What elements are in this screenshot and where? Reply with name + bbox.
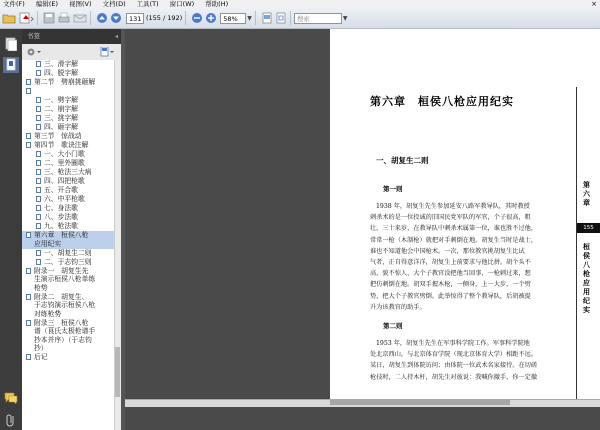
bookmark-item[interactable] (22, 168, 114, 177)
bookmark-label: 七、身法歌 (44, 204, 78, 212)
close-pane-icon[interactable]: ◂ (114, 33, 118, 40)
bookmark-page-icon (36, 97, 41, 103)
bookmark-page-icon (36, 169, 41, 175)
bookmark-label: 三、枪法三大病 (44, 168, 92, 176)
paragraph-line: 把仿刺倒在地。胡双手握木枪，一侧身，上一大步，一个劈 (370, 281, 531, 289)
page-count-label: (155 / 192) (146, 14, 183, 22)
bookmark-page-icon (36, 259, 41, 265)
bookmark-page-icon (36, 115, 41, 121)
bookmark-item[interactable] (22, 258, 114, 267)
bookmark-label: 四、四把枪歌 (44, 177, 85, 185)
bookmark-item[interactable] (22, 141, 114, 150)
pages-panel-icon[interactable] (5, 37, 17, 53)
comments-panel-icon[interactable] (4, 392, 18, 406)
bookmark-page-icon (26, 294, 31, 300)
bookmark-label: 三、挑字解 (44, 114, 78, 122)
bookmark-item[interactable] (22, 114, 114, 123)
paragraph-line: 某日，胡复生到体院访问；由体院一位武术名家接待。在切磋 (370, 362, 538, 370)
bookmark-page-icon (26, 268, 31, 274)
fit-page-icon[interactable] (275, 11, 287, 25)
margin-rule (576, 87, 577, 399)
paragraph-line: 处北京西山，与北京体育学院（现北京体育大学）相距不远。 (370, 351, 538, 359)
bookmark-page-icon (36, 250, 41, 256)
bookmark-item[interactable] (22, 123, 114, 132)
menu-tools[interactable]: 工具(T) (136, 0, 159, 8)
menu-help[interactable]: 帮助(H) (205, 0, 229, 8)
print-icon[interactable] (57, 11, 71, 25)
bookmark-item[interactable] (22, 96, 114, 105)
create-pdf-icon[interactable] (18, 11, 34, 25)
bookmark-label: 八、步法歌 (44, 213, 78, 221)
bookmark-label: 一、胡复生二则 (44, 248, 92, 257)
bookmark-label: 第二节 劈崩挑砸解 (34, 78, 96, 86)
menu-window[interactable]: 窗口(W) (169, 0, 195, 8)
bookmark-page-icon (36, 187, 41, 193)
bookmarks-panel-icon[interactable] (3, 57, 19, 73)
paragraph-line: 谁也不知道他会中国枪术。一次，那位教官挑胡复生比试 (370, 247, 525, 255)
bookmark-item[interactable] (22, 353, 114, 362)
save-icon[interactable] (43, 11, 55, 25)
bookmark-item[interactable] (22, 213, 114, 222)
bookmark-page-icon (36, 196, 41, 202)
menu-view[interactable]: 视图(V) (69, 0, 92, 8)
bookmarks-toolbar (22, 44, 121, 61)
bookmarks-pane (22, 29, 121, 430)
bookmark-label: 一、劈字解 (44, 96, 78, 104)
bookmark-item[interactable] (22, 105, 114, 114)
bookmark-item[interactable] (22, 222, 114, 231)
paragraph-line: 刺杀术的是一位投诚的旧国民党军队的军官，个子很高，粗 (370, 214, 531, 222)
bookmark-page-icon (26, 232, 31, 238)
bookmark-page-icon (26, 133, 31, 139)
document-page (330, 29, 600, 399)
menu-file[interactable]: 文件(F) (3, 0, 25, 8)
bookmark-label: 五、开合歌 (44, 186, 78, 194)
zoom-in-icon[interactable] (205, 11, 217, 25)
document-background (125, 407, 600, 430)
bookmark-page-icon (36, 223, 41, 229)
close-document-button[interactable]: × (591, 0, 597, 8)
bookmarks-title: 书签 (27, 32, 40, 40)
bookmark-list (22, 60, 114, 430)
horizontal-scroll-thumb[interactable] (330, 400, 510, 405)
menu-document[interactable]: 文档(D) (102, 0, 126, 8)
bookmark-label: 三、滑字解 (44, 60, 78, 68)
bookmark-label: 六、中平枪歌 (44, 195, 85, 203)
bookmark-item[interactable] (22, 177, 114, 186)
bookmarks-scroll-thumb[interactable] (115, 347, 120, 397)
bookmark-item[interactable] (22, 249, 114, 258)
bookmark-page-icon (36, 151, 41, 157)
bookmark-item[interactable] (22, 204, 114, 213)
bookmark-label: 一、大小门歌 (44, 150, 85, 158)
bookmark-page-icon (36, 178, 41, 184)
bookmarks-header (22, 29, 121, 44)
bookmark-item[interactable] (22, 132, 114, 141)
running-head-chapter: 第六章 (583, 181, 590, 207)
fit-width-icon[interactable] (261, 11, 273, 25)
bookmark-page-icon (36, 160, 41, 166)
bookmark-page-icon (36, 70, 41, 76)
bookmark-item[interactable] (22, 159, 114, 168)
running-head-title: 桓侯八枪应用纪实 (583, 243, 590, 314)
page-number-input[interactable]: 131 (126, 13, 144, 24)
bookmark-label: 二、里外圈歌 (44, 159, 85, 167)
bookmark-page-icon (26, 79, 31, 85)
paragraph-line: 枪技时，二人持木杆，胡先生对彼说：我喊你撤手，你一定撤 (370, 373, 538, 381)
chapter-title: 第六章 桓侯八枪应用纪实 (370, 95, 514, 108)
bookmark-item[interactable] (22, 195, 114, 204)
bookmark-label: 第四节 歌诀注解 (34, 141, 89, 149)
bookmark-label: 后记 (34, 353, 48, 361)
options-icon[interactable] (26, 47, 42, 59)
bookmark-label: 四、脱字解 (44, 69, 78, 77)
bookmark-label: 附录一 胡复生先 生演示桓侯八枪单练 枪势 (34, 266, 96, 292)
bookmark-item[interactable] (22, 293, 114, 319)
paragraph-line: 常常一枪（木制枪）就把对手刺倒在地。胡复生当时是战士， (370, 236, 538, 244)
search-input[interactable]: 搜索 (294, 13, 342, 24)
paragraph-line: 1938 年，胡复生先生参加延安八路军教导队，其时教授 (376, 203, 530, 210)
bookmark-page-icon (26, 142, 31, 148)
bookmark-label: 二、崩字解 (44, 105, 78, 113)
bookmark-label: 附录三 桓侯八枪 谱（茛氏太极枪谱手 抄本并序）（于志钧 抄） (34, 318, 96, 352)
menu-edit[interactable]: 编辑(E) (35, 0, 58, 8)
bookmark-label: 二、于志钧三则 (44, 257, 92, 266)
toolbar (0, 8, 600, 29)
bookmark-item[interactable] (22, 69, 114, 78)
paragraph-line: 气者，正自得意洋洋，胡复生上前要求与他比拼。胡个头不 (370, 259, 531, 266)
paragraph-line: 势，把大个子教官劈倒。此举惊得了整个教导队，后胡被提 (370, 292, 531, 300)
bookmark-item[interactable] (22, 319, 114, 354)
search-dropdown-icon[interactable]: ▼ (342, 14, 348, 22)
bookmark-item[interactable] (22, 78, 114, 87)
paragraph-line: 高，貌不惊人，大个子教官没把他当回事，一枪刺过来，想 (370, 270, 531, 278)
open-folder-icon[interactable] (2, 11, 16, 25)
subsection-heading: 第一则 (383, 185, 403, 193)
bookmark-page-icon (26, 320, 31, 326)
menu-bar (0, 0, 600, 8)
bookmark-label: 九、枪法歌 (44, 222, 78, 230)
bookmark-label: 附录二 胡复生、 于志钧演示桓侯八枪 对练枪势 (34, 292, 96, 318)
bookmark-item[interactable] (22, 231, 114, 249)
bookmark-item[interactable] (22, 267, 114, 293)
bookmark-page-icon (26, 88, 31, 94)
zoom-out-icon[interactable] (191, 11, 203, 25)
bookmark-page-icon (36, 205, 41, 211)
expand-bookmark-icon[interactable] (100, 47, 116, 59)
bookmark-label: 第六章 桓侯八枪 应用纪实 (34, 231, 89, 248)
previous-page-icon[interactable] (96, 11, 108, 25)
paragraph-line: 升为该教官的助手。 (370, 303, 426, 311)
bookmark-page-icon (36, 106, 41, 112)
section-heading: 一、胡复生二则 (376, 156, 429, 165)
attachments-panel-icon[interactable] (5, 413, 17, 429)
bookmark-page-icon (36, 214, 41, 220)
bookmark-item[interactable] (22, 60, 114, 69)
zoom-dropdown-icon[interactable]: ▼ (247, 14, 252, 22)
bookmark-label: 四、砸字解 (44, 123, 78, 131)
subsection-heading-2: 第二则 (383, 322, 403, 330)
next-page-icon[interactable] (110, 11, 122, 25)
bookmark-page-icon (36, 124, 41, 130)
paragraph-line: 1953 年，胡复生先生在军事科学院工作。军事科学院地 (376, 340, 530, 347)
page-number-box: 155 (577, 223, 600, 233)
navigation-panel-strip (0, 29, 22, 430)
zoom-select[interactable]: 58% (220, 13, 246, 24)
bookmark-item[interactable] (22, 186, 114, 195)
email-icon[interactable] (73, 11, 87, 25)
bookmark-label: 第三节 惊战动 (34, 132, 82, 140)
paragraph-line: 壮，三十来岁，在教导队中刺杀术属第一位，谁也胜不过他， (370, 225, 538, 233)
bookmark-item[interactable] (22, 87, 114, 96)
pane-divider[interactable] (121, 29, 125, 430)
bookmark-page-icon (36, 61, 41, 67)
bookmark-page-icon (26, 354, 31, 360)
bookmark-item[interactable] (22, 150, 114, 159)
